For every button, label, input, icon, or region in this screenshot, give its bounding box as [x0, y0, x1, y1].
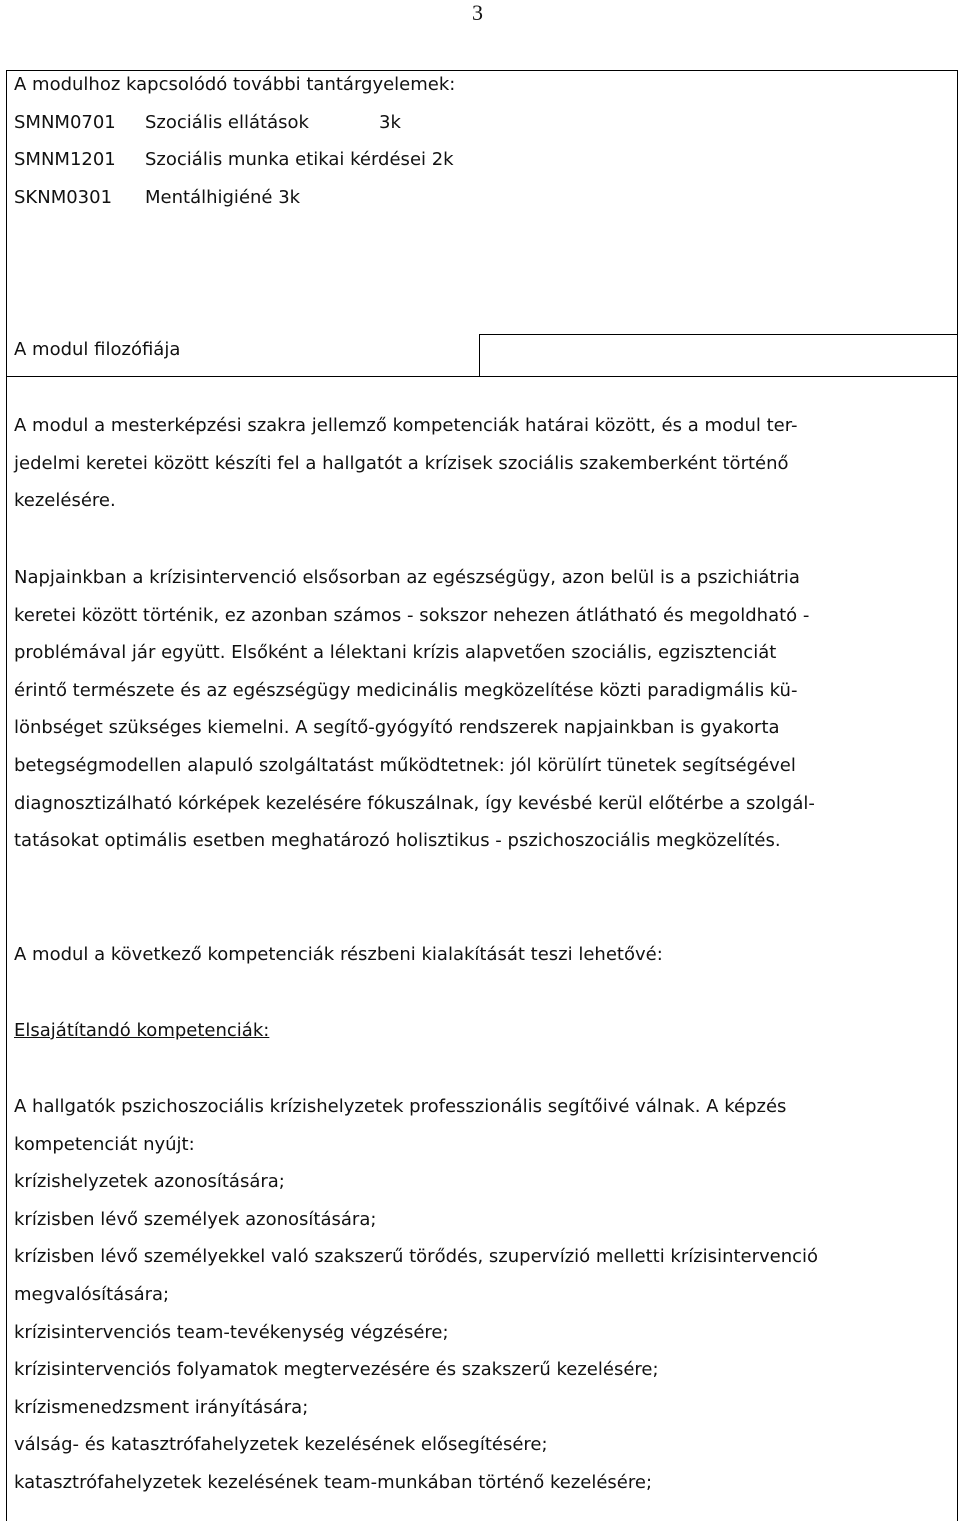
list-item: krízisben lévő személyekkel való szakszerű törődés, szupervízió melletti krízisintervenció	[14, 1246, 819, 1268]
paragraph-line: betegségmodellen alapuló szolgáltatást működtetnek: jól körülírt tünetek segítségével	[14, 754, 796, 776]
competencies-heading: Elsajátítandó kompetenciák:	[14, 1020, 270, 1041]
paragraph-line: diagnosztizálható kórképek kezelésére fókuszálnak, így kevésbé kerül előtérbe a szolgál-	[14, 792, 815, 814]
philosophy-empty-cell	[479, 334, 957, 377]
course-name: Mentálhigiéné 3k	[145, 186, 301, 208]
list-item: megvalósítására;	[14, 1283, 170, 1305]
paragraph-line: Napjainkban a krízisintervenció elsősorban az egészségügy, azon belül is a pszichiátria	[14, 567, 800, 588]
paragraph-line: lönbséget szükséges kiemelni. A segítő-gyógyító rendszerek napjainkban is gyakorta	[14, 717, 780, 739]
list-item: A hallgatók pszichoszociális krízishelyzetek professzionális segítőivé válnak. A képzés	[14, 1096, 787, 1117]
philosophy-paragraph-2	[14, 559, 815, 860]
course-code: SMNM0701	[14, 111, 116, 133]
philosophy-paragraph-1	[14, 407, 797, 520]
page-number: 3	[472, 0, 483, 25]
paragraph-line: A modul a mesterképzési szakra jellemző kompetenciák határai között, és a modul ter-	[14, 415, 798, 436]
paragraph-line: keretei között történik, ez azonban számos - sokszor nehezen átlátható és megoldható -	[14, 604, 810, 626]
course-row	[14, 104, 455, 142]
philosophy-label: A modul filozófiája	[14, 339, 181, 360]
course-name: Szociális ellátások	[145, 111, 309, 133]
list-item: krízisben lévő személyek azonosítására;	[14, 1208, 377, 1230]
competencies-list	[14, 1088, 818, 1502]
paragraph-line: tatásokat optimális esetben meghatározó holisztikus - pszichoszociális megközelítés.	[14, 830, 781, 852]
paragraph-line: érintő természete és az egészségügy medicinális megközelítése közti paradigmális kü-	[14, 679, 798, 701]
list-item: krízisintervenciós folyamatok megtervezésére és szakszerű kezelésére;	[14, 1359, 659, 1381]
section-divider	[6, 376, 957, 377]
list-item: kompetenciát nyújt:	[14, 1133, 195, 1155]
list-item: válság- és katasztrófahelyzetek kezelésének elősegítésére;	[14, 1434, 548, 1456]
related-courses-section	[14, 66, 455, 216]
course-row	[14, 179, 455, 217]
course-name: Szociális munka etikai kérdései 2k	[145, 149, 454, 171]
paragraph-line: kezelésére.	[14, 490, 116, 512]
course-code: SKNM0301	[14, 186, 113, 208]
list-item: krízisintervenciós team-tevékenység végzésére;	[14, 1321, 449, 1343]
course-row	[14, 141, 455, 179]
list-item: krízismenedzsment irányítására;	[14, 1396, 309, 1418]
paragraph-line: jedelmi keretei között készíti fel a hallgatót a krízisek szociális szakemberként történő	[14, 452, 789, 474]
related-courses-title: A modulhoz kapcsolódó további tantárgyelemek:	[14, 74, 456, 95]
list-item: krízishelyzetek azonosítására;	[14, 1171, 285, 1193]
paragraph-line: problémával jár együtt. Elsőként a lélektani krízis alapvetően szociális, egzisztenciát	[14, 642, 777, 664]
course-code: SMNM1201	[14, 149, 116, 171]
list-item: katasztrófahelyzetek kezelésének team-munkában történő kezelésére;	[14, 1471, 653, 1493]
competencies-intro: A modul a következő kompetenciák részbeni kialakítását teszi lehetővé:	[14, 944, 663, 965]
course-credit: 3k	[379, 111, 401, 133]
